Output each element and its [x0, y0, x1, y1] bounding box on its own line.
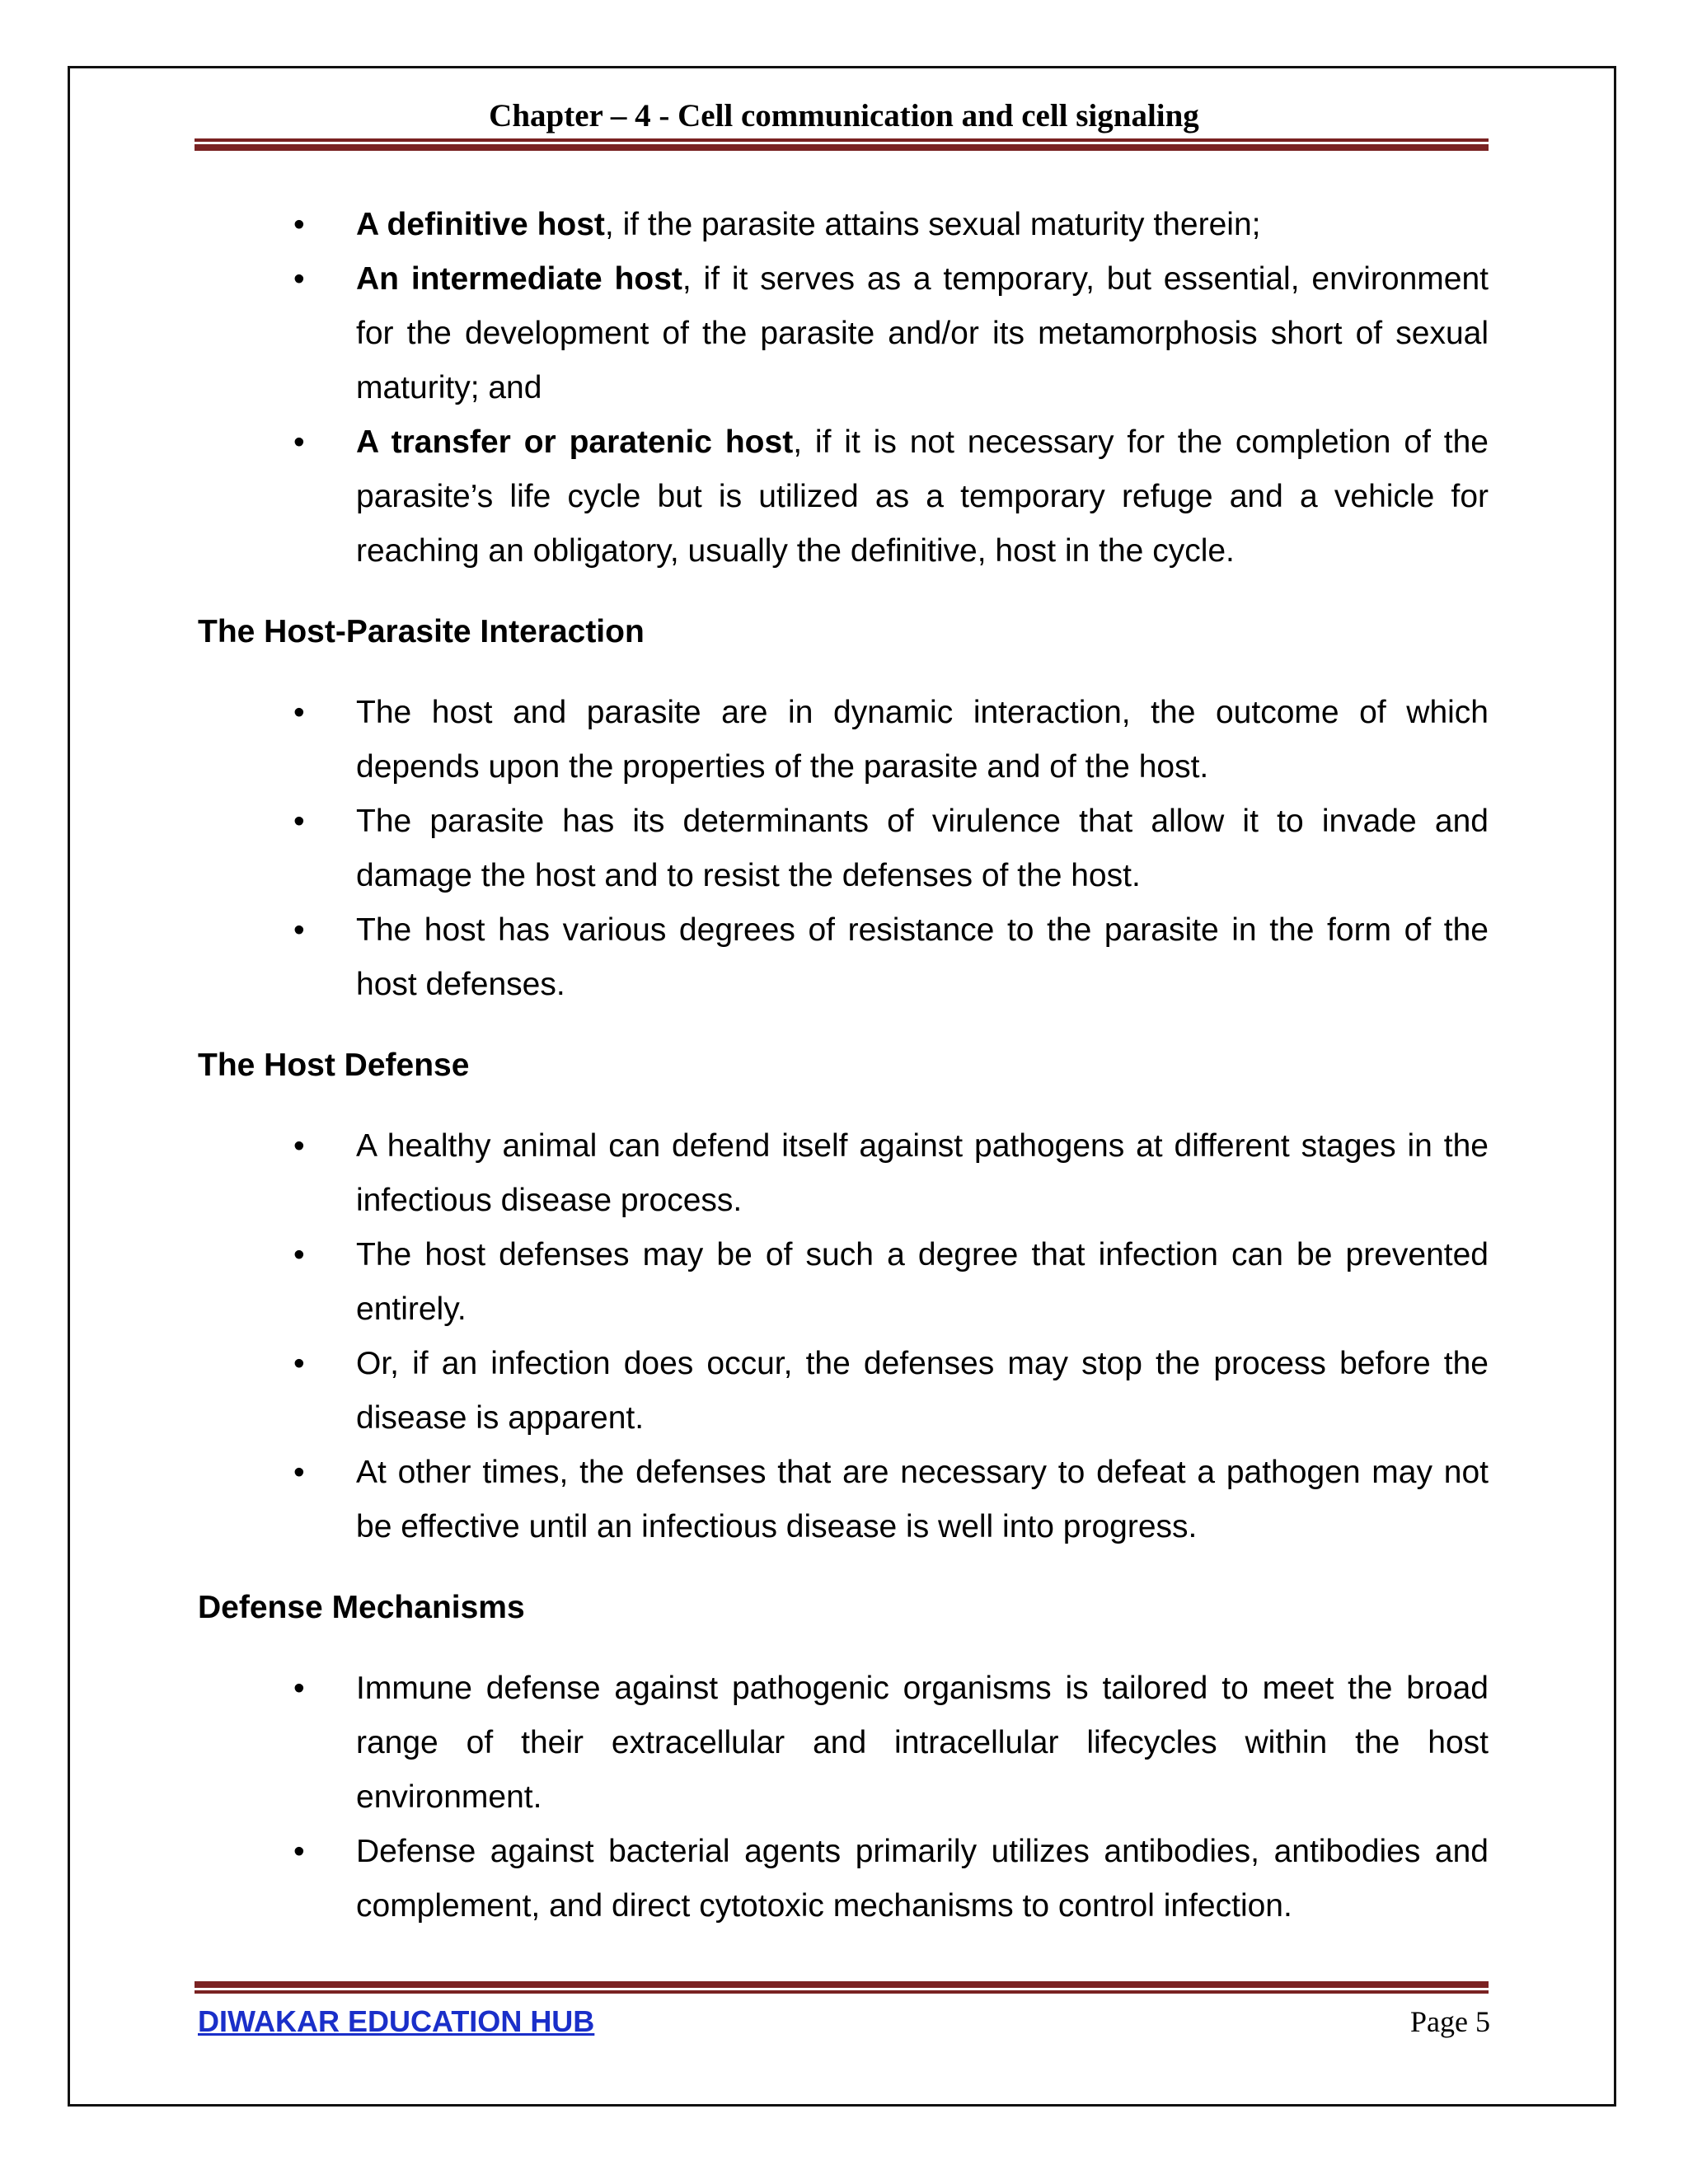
section-list	[198, 686, 1489, 1012]
bullet-icon: •	[293, 261, 305, 297]
term: A transfer or paratenic host	[356, 424, 794, 460]
list-item: • The host defenses may be of such a degree that infection can be prevented entirely.	[198, 1228, 1489, 1337]
section-heading: The Host-Parasite Interaction	[198, 614, 645, 649]
page-header-title: Chapter – 4 - Cell communication and cell signaling	[489, 98, 1199, 134]
definition: , if the parasite attains sexual maturity therein;	[604, 207, 1261, 242]
definition: , if it is not necessary for the completion of the parasite’s life cycle but is utilized as a temporary refuge and a vehicle for reaching an obligatory, usually the definitive, host in the cycle.	[356, 424, 1489, 569]
bullet-icon: •	[293, 1237, 305, 1272]
bullet-icon: •	[293, 1346, 305, 1381]
list-item: • At other times, the defenses that are necessary to defeat a pathogen may not be effective until an infectious disease is well into progress.	[198, 1446, 1489, 1554]
list-item: • Defense against bacterial agents primarily utilizes antibodies, antibodies and complement, and direct cytotoxic mechanisms to control infection.	[198, 1825, 1489, 1933]
definition: , if it serves as a temporary, but essential, environment for the development of the parasite and/or its metamorphosis short of sexual maturity; and	[356, 261, 1489, 405]
list-item: • The parasite has its determinants of virulence that allow it to invade and damage the host and to resist the defenses of the host.	[198, 794, 1489, 903]
bullet-icon: •	[293, 695, 305, 730]
section-heading: The Host Defense	[198, 1047, 470, 1083]
bullet-icon: •	[293, 912, 305, 948]
footer-brand-link[interactable]: DIWAKAR EDUCATION HUB	[198, 2004, 595, 2038]
list-item	[198, 198, 1489, 252]
bullet-icon: •	[293, 1128, 305, 1164]
list-item: • A healthy animal can defend itself against pathogens at different stages in the infectious disease process.	[198, 1119, 1489, 1228]
list-item	[198, 415, 1489, 579]
header-rule	[195, 138, 1489, 151]
footer-rule	[195, 1981, 1489, 1994]
bullet-icon: •	[293, 804, 305, 839]
list-item: • Immune defense against pathogenic organisms is tailored to meet the broad range of their extracellular and intracellular lifecycles within the host environment.	[198, 1661, 1489, 1825]
section-heading: Defense Mechanisms	[198, 1590, 525, 1625]
page-content	[198, 198, 1489, 1933]
list-item	[198, 252, 1489, 415]
bullet-icon: •	[293, 1671, 305, 1706]
page-number: Page 5	[1410, 2005, 1490, 2038]
list-item: • The host and parasite are in dynamic interaction, the outcome of which depends upon the properties of the parasite and of the host.	[198, 686, 1489, 794]
list-item: • Or, if an infection does occur, the defenses may stop the process before the disease is apparent.	[198, 1337, 1489, 1446]
list-item: • The host has various degrees of resistance to the parasite in the form of the host defenses.	[198, 903, 1489, 1012]
section-list	[198, 1661, 1489, 1933]
term: A definitive host	[356, 207, 605, 242]
host-types-list	[198, 198, 1489, 579]
bullet-icon: •	[293, 424, 305, 460]
bullet-icon: •	[293, 1455, 305, 1490]
section-list	[198, 1119, 1489, 1554]
bullet-icon: •	[293, 1834, 305, 1869]
term: An intermediate host	[356, 261, 682, 297]
bullet-icon: •	[293, 207, 305, 242]
